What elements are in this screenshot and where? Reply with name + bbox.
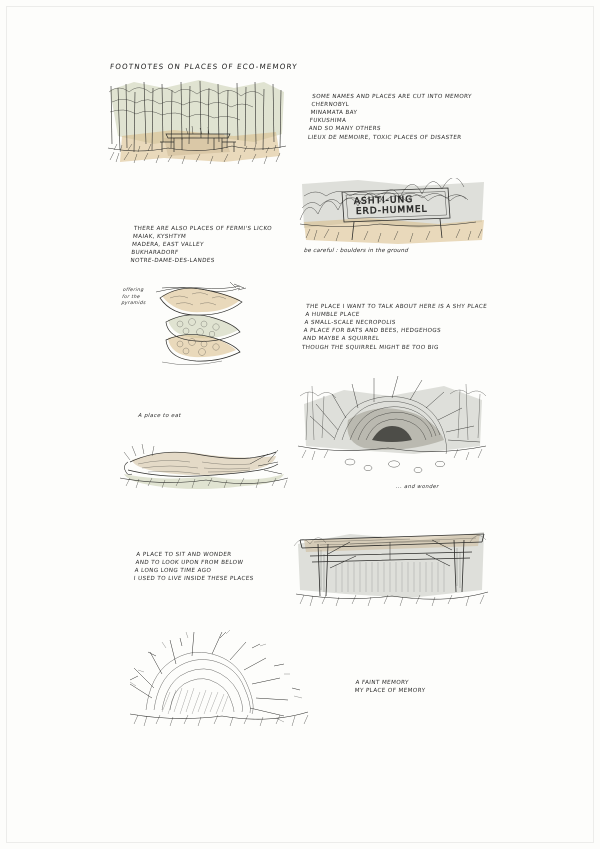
sign-board-drawing	[298, 178, 488, 250]
figure-forest-table	[104, 78, 290, 170]
sign-line-2: ERD-HUMMEL	[355, 204, 428, 217]
bramble-thicket-drawing	[126, 626, 312, 736]
text-sit-and-wonder: A PLACE TO SIT AND WONDER AND TO LOOK UPON FROM BELOW A LONG LONG TIME AGO I USED TO LIVE INSIDE THESE PLACES	[133, 552, 254, 583]
text-boulders-caption: be careful : boulders in the ground	[303, 248, 409, 254]
hedge-shelter-drawing	[294, 370, 490, 486]
figure-fallen-log	[118, 428, 290, 500]
figure-bramble-thicket	[126, 626, 312, 736]
text-humble-place: THE PLACE I WANT TO TALK ABOUT HERE IS A SHY PLACE A HUMBLE PLACE A SMALL-SCALE NECROPOLIS A PLACE FOR BATS AND BEES, HEDGEHOGS AND MAYBE A SQUIRREL THOUGH THE SQUIRREL MIGHT BE TOO BIG	[301, 304, 488, 351]
forest-table-drawing	[104, 78, 290, 170]
figure-sign-board	[298, 178, 488, 250]
text-and-wonder: ... and wonder	[395, 484, 440, 490]
text-place-to-eat: A place to eat	[137, 413, 182, 419]
text-offering-caption: offering for the pyramids	[121, 288, 147, 307]
page-title: FOOTNOTES ON PLACES OF ECO-MEMORY	[109, 62, 299, 71]
sign-line-1: ASHTI-UNG	[353, 194, 414, 207]
fallen-log-drawing	[118, 428, 290, 500]
text-faint-memory: A FAINT MEMORY MY PLACE OF MEMORY	[354, 680, 426, 695]
text-names-of-memory: SOME NAMES AND PLACES ARE CUT INTO MEMORY CHERNOBYL MINAMATA BAY FUKUSHIMA AND SO MANY OTHERS LIEUX DE MEMOIRE, TOXIC PLACES OF DISASTER	[307, 94, 473, 141]
text-fermi-places: THERE ARE ALSO PLACES OF FERMI'S LICKO MAIAK, KYSHTYM MADERA, EAST VALLEY BUKHARADORF NOTRE-DAME-DES-LANDES	[129, 226, 273, 265]
figure-hedge-shelter	[294, 370, 490, 486]
